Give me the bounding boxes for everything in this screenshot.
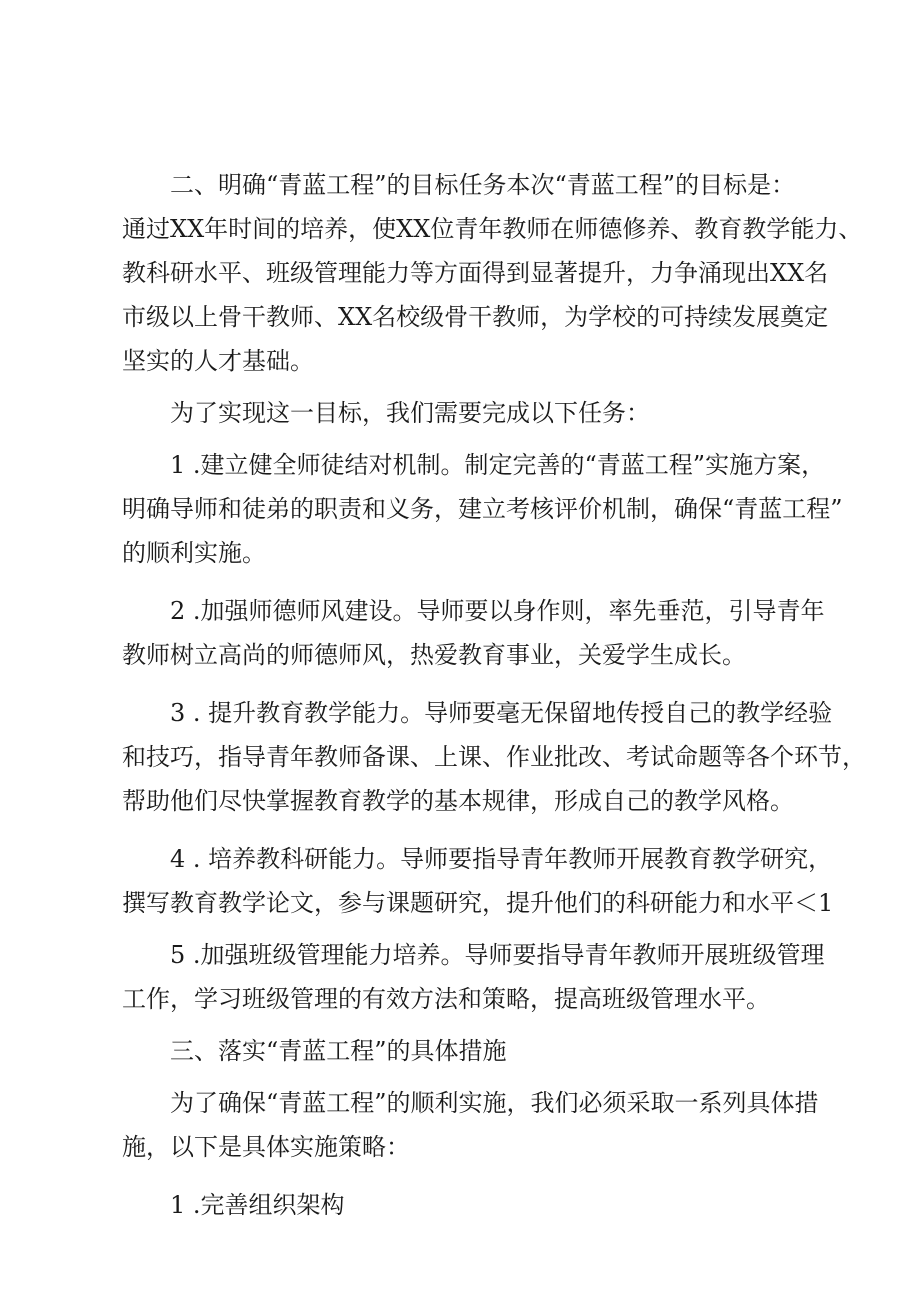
task-1-paragraph [122,443,843,575]
document-body [122,163,866,1227]
section-2-line: 通过XX年时间的培养，使XX位青年教师在师德修养、教育教学能力、 [122,215,863,243]
task-4-line: 4 . 培养教科研能力。导师要指导青年教师开展教育教学研究， [170,845,833,873]
task-2-line: 教师树立高尚的师德师风，热爱教育事业，关爱学生成长。 [122,641,746,669]
tasks-intro: 为了实现这一目标，我们需要完成以下任务： [170,399,650,427]
section-3-intro-line: 施，以下是具体实施策略： [122,1133,410,1161]
task-4-paragraph [122,837,834,925]
task-3-line: 帮助他们尽快掌握教育教学的基本规律，形成自己的教学风格。 [122,787,794,815]
measure-1-heading: 1 .完善组织架构 [170,1191,345,1219]
section-2-line: 二、明确“青蓝工程”的目标任务本次“青蓝工程”的目标是： [170,171,796,199]
section-3-intro-paragraph [122,1081,822,1169]
task-4-line: 撰写教育教学论文，参与课题研究，提升他们的科研能力和水平＜1 [122,889,834,917]
task-3-line: 和技巧，指导青年教师备课、上课、作业批改、考试命题等各个环节， [122,743,866,771]
section-2-line: 市级以上骨干教师、XX名校级骨干教师，为学校的可持续发展奠定 [122,303,829,331]
task-2-paragraph [122,589,825,677]
task-5-line: 5 .加强班级管理能力培养。导师要指导青年教师开展班级管理 [170,941,825,969]
task-3-line: 3 . 提升教育教学能力。导师要毫无保留地传授自己的教学经验 [170,699,833,727]
task-2-line: 2 .加强师德师风建设。导师要以身作则，率先垂范，引导青年 [170,597,825,625]
section-2-line: 教科研水平、班级管理能力等方面得到显著提升，力争涌现出XX名 [122,259,829,287]
task-1-line: 的顺利实施。 [122,539,266,567]
task-1-line: 明确导师和徒弟的职责和义务，建立考核评价机制，确保“青蓝工程” [122,495,843,523]
section-3-intro-line: 为了确保“青蓝工程”的顺利实施，我们必须采取一系列具体措 [170,1089,819,1117]
task-5-paragraph [122,933,825,1021]
section-3-heading: 三、落实“青蓝工程”的具体措施 [170,1037,507,1065]
task-3-paragraph [122,691,866,823]
task-5-line: 工作，学习班级管理的有效方法和策略，提高班级管理水平。 [122,985,770,1013]
section-2-paragraph [122,163,863,383]
task-1-line: 1 .建立健全师徒结对机制。制定完善的“青蓝工程”实施方案， [170,451,826,479]
section-2-line: 坚实的人才基础。 [122,347,314,375]
